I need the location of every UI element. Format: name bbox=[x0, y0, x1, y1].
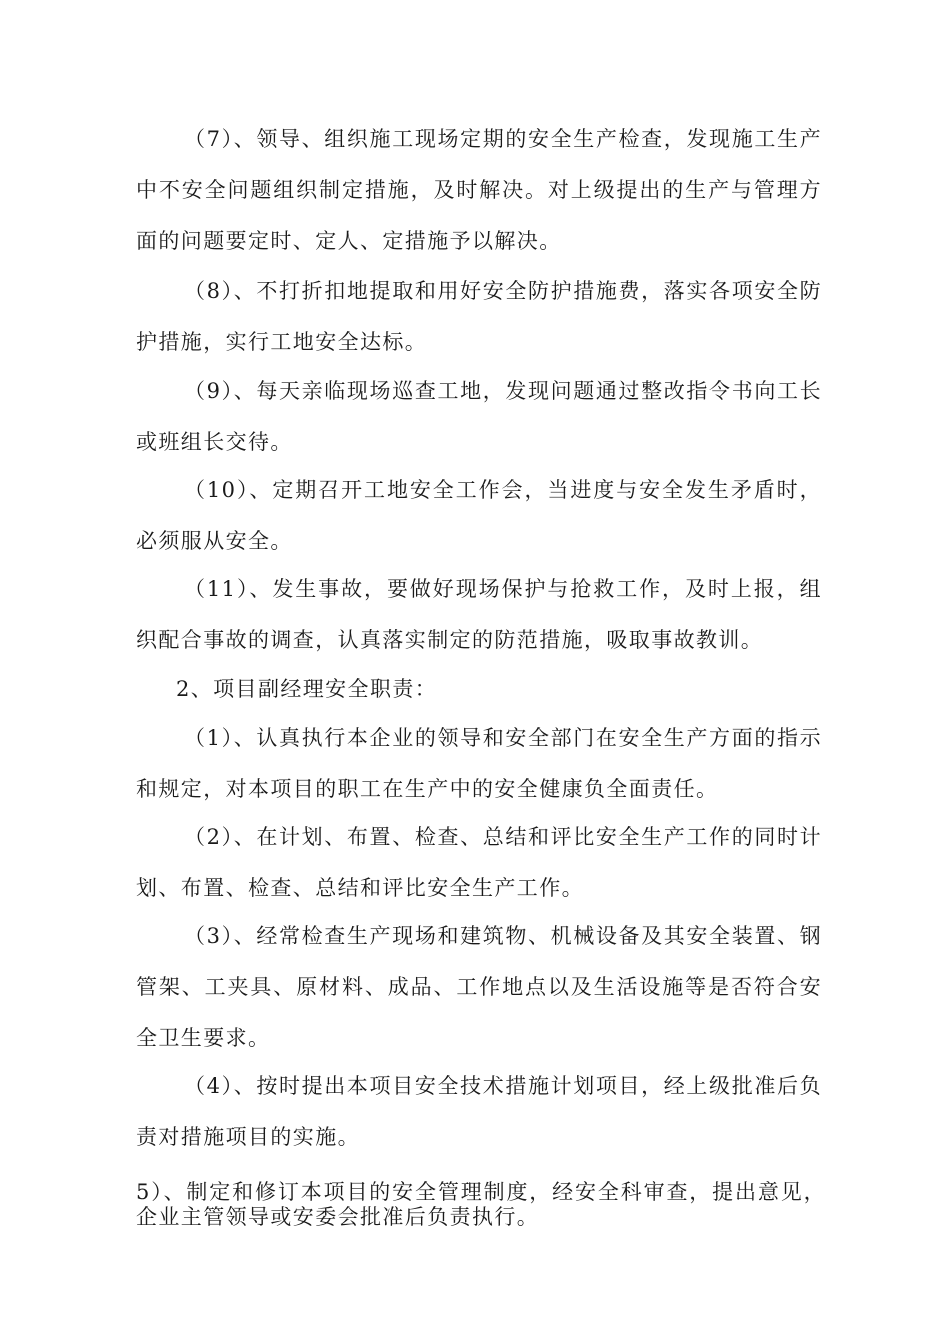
paragraph-item-11: （11）、发生事故，要做好现场保护与抢救工作，及时上报，组织配合事故的调查，认真落实制定的防范措施，吸取事故教训。 bbox=[136, 577, 822, 652]
paragraph-item-7: （7）、领导、组织施工现场定期的安全生产检查，发现施工生产中不安全问题组织制定措施，及时解决。对上级提出的生产与管理方面的问题要定时、定人、定措施予以解决。 bbox=[136, 127, 822, 253]
paragraph-item-9: （9）、每天亲临现场巡查工地，发现问题通过整改指令书向工长或班组长交待。 bbox=[136, 379, 822, 454]
paragraph-item-3: （3）、经常检查生产现场和建筑物、机械设备及其安全装置、钢管架、工夹具、原材料、成品、工作地点以及生活设施等是否符合安全卫生要求。 bbox=[136, 924, 822, 1050]
paragraph-item-5: 5）、制定和修订本项目的安全管理制度，经安全科审查，提出意见，企业主管领导或安委会批准后负责执行。 bbox=[136, 1180, 826, 1229]
paragraph-item-8: （8）、不打折扣地提取和用好安全防护措施费，落实各项安全防护措施，实行工地安全达标。 bbox=[136, 279, 822, 354]
paragraph-item-1: （1）、认真执行本企业的领导和安全部门在安全生产方面的指示和规定，对本项目的职工在生产中的安全健康负全面责任。 bbox=[136, 726, 822, 801]
paragraph-item-2: （2）、在计划、布置、检查、总结和评比安全生产工作的同时计划、布置、检查、总结和评比安全生产工作。 bbox=[136, 825, 822, 900]
paragraph-item-10: （10）、定期召开工地安全工作会，当进度与安全发生矛盾时，必须服从安全。 bbox=[136, 478, 822, 553]
section-heading-deputy-manager: 2、项目副经理安全职责： bbox=[176, 677, 438, 701]
paragraph-item-4: （4）、按时提出本项目安全技术措施计划项目，经上级批准后负责对措施项目的实施。 bbox=[136, 1074, 822, 1149]
